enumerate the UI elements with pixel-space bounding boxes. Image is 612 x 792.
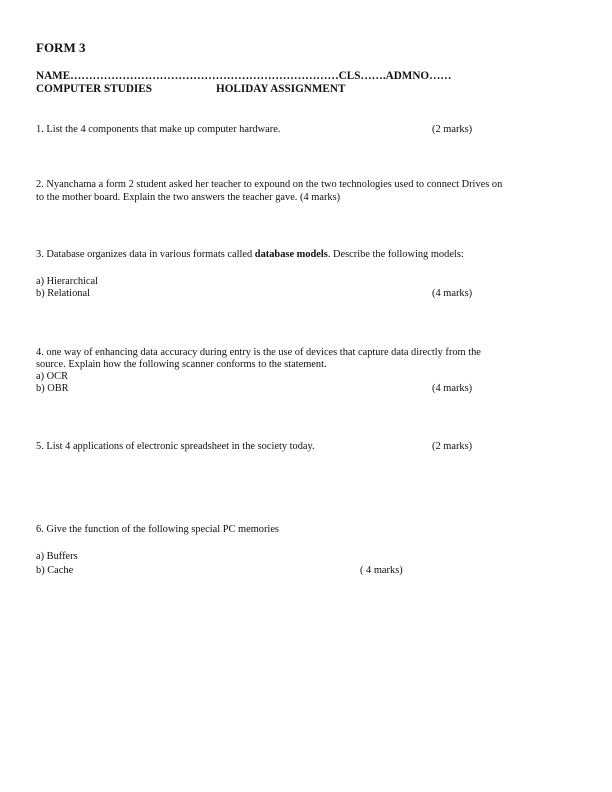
- question-1-marks: (2 marks): [432, 124, 473, 135]
- question-3-item-a: a) Hierarchical: [36, 276, 99, 287]
- q3-intro-pre: 3. Database organizes data in various formats called: [36, 249, 255, 260]
- question-4-line-1: 4. one way of enhancing data accuracy during entry is the use of devices that capture data directly from the: [36, 347, 481, 358]
- question-6: 6. Give the function of the following special PC memories: [36, 524, 279, 535]
- question-4-marks: (4 marks): [432, 383, 473, 394]
- question-6-item-b: b) Cache: [36, 565, 74, 576]
- q3-intro-bold: database models: [254, 249, 328, 260]
- question-6-item-a: a) Buffers: [36, 551, 78, 562]
- subject-label: COMPUTER STUDIES: [36, 83, 152, 95]
- question-1: 1. List the 4 components that make up computer hardware.: [36, 124, 281, 135]
- question-4-item-a: a) OCR: [36, 371, 69, 382]
- question-5: 5. List 4 applications of electronic spreadsheet in the society today.: [36, 441, 315, 452]
- question-3-item-b: b) Relational: [36, 288, 90, 299]
- question-2-line-1: 2. Nyanchama a form 2 student asked her teacher to expound on the two technologies used to connect Drives on: [36, 179, 503, 190]
- assignment-label: HOLIDAY ASSIGNMENT: [216, 83, 346, 95]
- question-4-line-2: source. Explain how the following scanner conforms to the statement.: [36, 359, 327, 370]
- name-line: NAME………………………………………………………………CLS…….ADMNO……: [36, 70, 452, 82]
- question-3-marks: (4 marks): [432, 288, 473, 299]
- question-5-marks: (2 marks): [432, 441, 473, 452]
- question-6-marks: ( 4 marks): [360, 565, 403, 576]
- form-heading: FORM 3: [36, 40, 86, 55]
- question-3: [36, 249, 464, 261]
- q3-intro-post: . Describe the following models:: [327, 249, 464, 260]
- question-4-item-b: b) OBR: [36, 383, 69, 394]
- question-2-line-2: to the mother board. Explain the two answers the teacher gave. (4 marks): [36, 192, 341, 203]
